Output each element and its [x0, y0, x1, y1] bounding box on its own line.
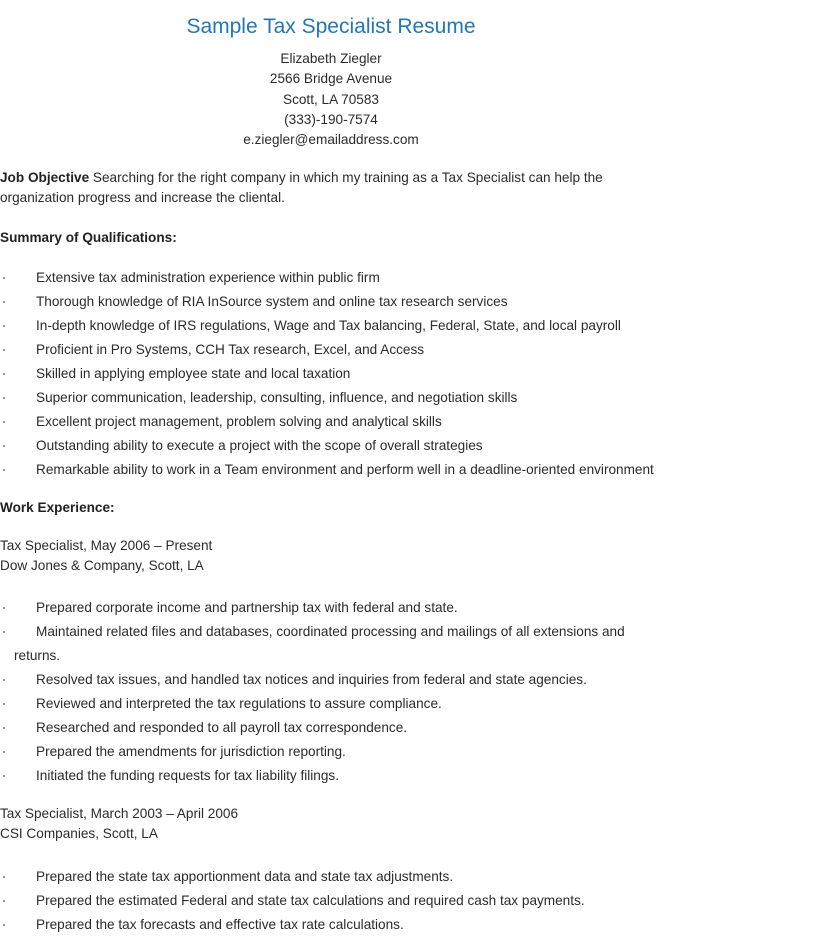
list-item: Reviewed and interpreted the tax regulations to assure compliance.	[0, 692, 819, 716]
list-item: In-depth knowledge of IRS regulations, Wage and Tax balancing, Federal, State, and local payroll	[0, 314, 819, 338]
contact-block	[0, 49, 662, 150]
qualifications-heading: Summary of Qualifications:	[0, 230, 177, 245]
bullet-icon	[3, 421, 5, 423]
bullet-icon	[3, 775, 5, 777]
list-item: Maintained related files and databases, coordinated processing and mailings of all extensions and returns.	[0, 620, 819, 668]
objective-text: Searching for the right company in which my training as a Tax Specialist can help the organization progress and increase the cliental.	[0, 170, 603, 205]
job-duties-list	[0, 596, 819, 788]
bullet-icon	[3, 751, 5, 753]
contact-email: e.ziegler@emailaddress.com	[243, 132, 419, 148]
list-item: Prepared the estimated Federal and state tax calculations and required cash tax payments.	[0, 889, 819, 913]
bullet-icon	[3, 924, 5, 926]
bullet-icon	[3, 900, 5, 902]
bullet-icon	[3, 349, 5, 351]
bullet-icon	[3, 703, 5, 705]
qualifications-list	[0, 266, 819, 482]
job-header	[0, 536, 819, 576]
objective-label: Job Objective	[0, 170, 90, 185]
list-item: Superior communication, leadership, consulting, influence, and negotiation skills	[0, 386, 819, 410]
list-item: Prepared the amendments for jurisdiction reporting.	[0, 740, 819, 764]
job-title-line: Tax Specialist, March 2003 – April 2006	[0, 806, 239, 821]
job-company-line: CSI Companies, Scott, LA	[0, 826, 158, 841]
bullet-icon	[3, 397, 5, 399]
list-item-continuation: returns.	[14, 648, 61, 663]
list-item: Proficient in Pro Systems, CCH Tax research, Excel, and Access	[0, 338, 819, 362]
contact-city: Scott, LA 70583	[283, 91, 379, 107]
bullet-icon	[3, 727, 5, 729]
list-item: Researched and responded to all payroll tax correspondence.	[0, 716, 819, 740]
bullet-icon	[3, 301, 5, 303]
page-title: Sample Tax Specialist Resume	[186, 15, 476, 38]
list-item: Skilled in applying employee state and local taxation	[0, 362, 819, 386]
list-item: Resolved tax issues, and handled tax notices and inquiries from federal and state agencies.	[0, 668, 819, 692]
bullet-icon	[3, 679, 5, 681]
job-header	[0, 804, 819, 844]
contact-street: 2566 Bridge Avenue	[269, 71, 393, 87]
list-item: Initiated the funding requests for tax liability filings.	[0, 764, 819, 788]
bullet-icon	[3, 445, 5, 447]
bullet-icon	[3, 631, 5, 633]
list-item: Remarkable ability to work in a Team environment and perform well in a deadline-oriented environment	[0, 458, 819, 482]
job-objective	[0, 168, 640, 208]
list-item: Prepared the tax forecasts and effective tax rate calculations.	[0, 913, 819, 937]
list-item: Prepared the state tax apportionment data and state tax adjustments.	[0, 865, 819, 889]
list-item: Extensive tax administration experience within public firm	[0, 266, 819, 290]
bullet-icon	[3, 876, 5, 878]
list-item: Prepared corporate income and partnership tax with federal and state.	[0, 596, 819, 620]
bullet-icon	[3, 325, 5, 327]
job-title-line: Tax Specialist, May 2006 – Present	[0, 538, 213, 553]
bullet-icon	[3, 373, 5, 375]
job-company-line: Dow Jones & Company, Scott, LA	[0, 558, 204, 573]
bullet-icon	[3, 277, 5, 279]
list-item: Outstanding ability to execute a project with the scope of overall strategies	[0, 434, 819, 458]
experience-heading: Work Experience:	[0, 500, 115, 515]
list-item: Excellent project management, problem solving and analytical skills	[0, 410, 819, 434]
contact-phone: (333)-190-7574	[284, 111, 378, 127]
list-item: Thorough knowledge of RIA InSource system and online tax research services	[0, 290, 819, 314]
bullet-icon	[3, 607, 5, 609]
bullet-icon	[3, 469, 5, 471]
job-duties-list	[0, 865, 819, 937]
contact-name: Elizabeth Ziegler	[280, 51, 382, 66]
